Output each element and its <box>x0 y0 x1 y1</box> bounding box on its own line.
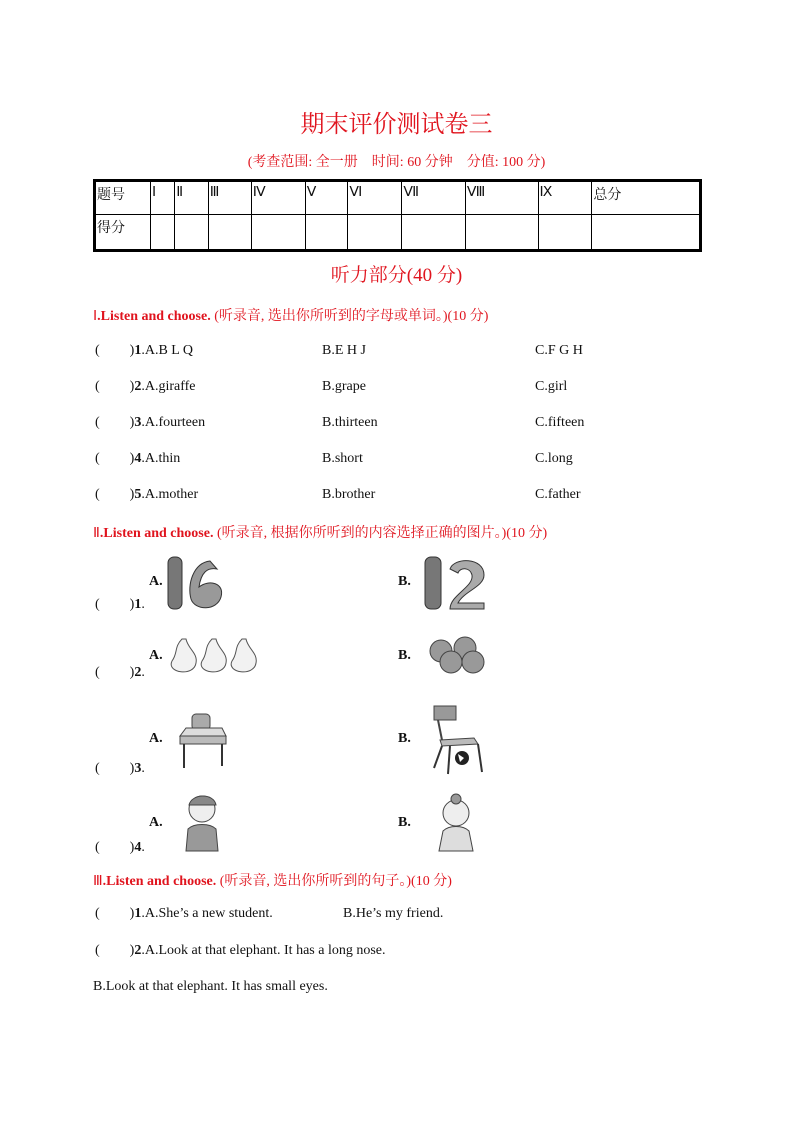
exam-subtitle: (考查范围: 全一册 时间: 60 分钟 分值: 100 分) <box>247 155 546 170</box>
paren: ) <box>129 343 135 358</box>
part-instruction: (听录音, 选出你所听到的字母或单词。)(10 分) <box>210 309 489 324</box>
option-c-text: C.father <box>535 487 581 502</box>
score-table <box>93 179 702 252</box>
option-c <box>535 451 573 467</box>
answer-blank: ( <box>95 943 100 958</box>
question-number: 3 <box>134 415 142 430</box>
option-b <box>322 379 366 395</box>
answer-blank: ( <box>95 665 100 680</box>
question-number: 2 <box>134 943 142 958</box>
option-a-label: A. <box>149 574 163 589</box>
exam-title: 期末评价测试卷三 <box>300 110 493 138</box>
header-cell: Ⅶ <box>402 181 465 215</box>
option-a: .A.Look at that elephant. It has a long nose. <box>141 943 386 958</box>
paren: ) <box>129 943 135 958</box>
option-c-text: C.F G H <box>535 343 583 358</box>
option-a-label: A. <box>149 815 163 830</box>
part2-header <box>93 522 547 542</box>
question-2-2: ( )2. <box>95 665 145 680</box>
part3-header <box>93 870 452 890</box>
paren: ) <box>129 597 135 612</box>
header-cell: 题号 <box>95 181 151 215</box>
answer-blank: ( <box>95 597 100 612</box>
option-a: .A.fourteen <box>141 415 206 430</box>
question-number: 3 <box>134 761 142 776</box>
number-16-picture <box>165 555 227 611</box>
option-b-text: B.short <box>322 451 363 466</box>
question-1-3 <box>95 415 205 431</box>
pears-picture <box>166 633 262 677</box>
part-title: .Listen and choose. <box>97 309 211 324</box>
option-c-text: C.fifteen <box>535 415 585 430</box>
chair-with-ball-picture <box>430 704 486 776</box>
option-b-text: B.grape <box>322 379 366 394</box>
score-row-label: 得分 <box>95 215 151 251</box>
option-b-label: B. <box>398 731 411 746</box>
option-b-label: B. <box>398 574 411 589</box>
part-number: Ⅲ <box>93 874 103 889</box>
header-cell: Ⅳ <box>251 181 305 215</box>
header-cell: Ⅷ <box>465 181 538 215</box>
score-cell[interactable] <box>208 215 251 251</box>
header-cell: Ⅲ <box>208 181 251 215</box>
option-b: B.Look at that elephant. It has small eyes. <box>93 979 328 994</box>
header-cell: Ⅱ <box>175 181 209 215</box>
question-number: 1 <box>134 906 142 921</box>
question-1-1 <box>95 343 193 359</box>
paren: ) <box>129 379 135 394</box>
number-12-picture <box>420 555 490 611</box>
part-number: Ⅱ <box>93 526 100 541</box>
option-a: .A.mother <box>141 487 199 502</box>
part-instruction: (听录音, 选出你所听到的句子。)(10 分) <box>216 874 452 889</box>
option-c <box>535 379 567 395</box>
paren: ) <box>129 487 135 502</box>
option-b <box>322 487 375 503</box>
answer-blank: ( <box>95 415 100 430</box>
option-a: .A.B L Q <box>141 343 193 358</box>
paren: ) <box>129 761 135 776</box>
score-cell[interactable] <box>538 215 592 251</box>
girl-picture <box>433 793 479 853</box>
paren: ) <box>129 451 135 466</box>
score-cell[interactable] <box>251 215 305 251</box>
header-cell: Ⅵ <box>348 181 402 215</box>
answer-blank: ( <box>95 379 100 394</box>
option-b <box>322 343 366 359</box>
question-3-1 <box>95 906 273 922</box>
part-title: .Listen and choose. <box>102 874 217 889</box>
question-number: 2 <box>134 665 142 680</box>
answer-blank: ( <box>95 761 100 776</box>
score-cell[interactable] <box>305 215 348 251</box>
option-b-text: B.E H J <box>322 343 366 358</box>
option-b <box>322 451 363 467</box>
part-number: Ⅰ <box>93 309 98 324</box>
option-b <box>322 415 378 431</box>
option-c-text: C.long <box>535 451 573 466</box>
oranges-picture <box>427 636 487 676</box>
option-a-label: A. <box>149 731 163 746</box>
option-c <box>535 415 584 431</box>
part-title: .Listen and choose. <box>99 526 214 541</box>
answer-blank: ( <box>95 343 100 358</box>
option-b-label: B. <box>398 815 411 830</box>
option-a: .A.giraffe <box>141 379 196 394</box>
score-cell[interactable] <box>592 215 701 251</box>
option-a: .A.She’s a new student. <box>141 906 273 921</box>
part1-header <box>93 305 488 325</box>
part-instruction: (听录音, 根据你所听到的内容选择正确的图片。)(10 分) <box>213 526 548 541</box>
option-a: .A.thin <box>141 451 181 466</box>
paren: ) <box>129 415 135 430</box>
option-a-label: A. <box>149 648 163 663</box>
boy-picture <box>180 793 224 853</box>
question-number: 1 <box>134 597 142 612</box>
score-cell[interactable] <box>175 215 209 251</box>
option-b: B.He’s my friend. <box>343 906 444 921</box>
paren: ) <box>129 906 135 921</box>
question-1-5 <box>95 487 198 503</box>
score-cell[interactable] <box>465 215 538 251</box>
header-cell: Ⅴ <box>305 181 348 215</box>
question-number: 1 <box>134 343 142 358</box>
score-cell[interactable] <box>402 215 465 251</box>
question-number: 4 <box>134 840 142 855</box>
header-cell: 总分 <box>592 181 701 215</box>
question-1-4 <box>95 451 180 467</box>
question-2-1: ( )1. <box>95 597 145 612</box>
option-c-text: C.girl <box>535 379 568 394</box>
question-2-4: ( )4. <box>95 840 145 855</box>
header-cell: Ⅸ <box>538 181 592 215</box>
answer-blank: ( <box>95 487 100 502</box>
question-number: 2 <box>134 379 142 394</box>
score-cell[interactable] <box>151 215 175 251</box>
option-c <box>535 343 583 359</box>
answer-blank: ( <box>95 451 100 466</box>
question-1-2 <box>95 379 196 395</box>
option-b-text: B.brother <box>322 487 376 502</box>
section-title: 听力部分(40 分) <box>330 265 463 286</box>
option-c <box>535 487 580 503</box>
score-cell[interactable] <box>348 215 402 251</box>
paren: ) <box>129 840 135 855</box>
header-cell: Ⅰ <box>151 181 175 215</box>
question-number: 4 <box>134 451 142 466</box>
answer-blank: ( <box>95 840 100 855</box>
question-3-2 <box>95 943 386 959</box>
answer-blank: ( <box>95 906 100 921</box>
desk-with-bag-picture <box>178 710 228 770</box>
option-b-text: B.thirteen <box>322 415 378 430</box>
question-2-3: ( )3. <box>95 761 145 776</box>
paren: ) <box>129 665 135 680</box>
question-number: 5 <box>134 487 142 502</box>
option-b-label: B. <box>398 648 411 663</box>
